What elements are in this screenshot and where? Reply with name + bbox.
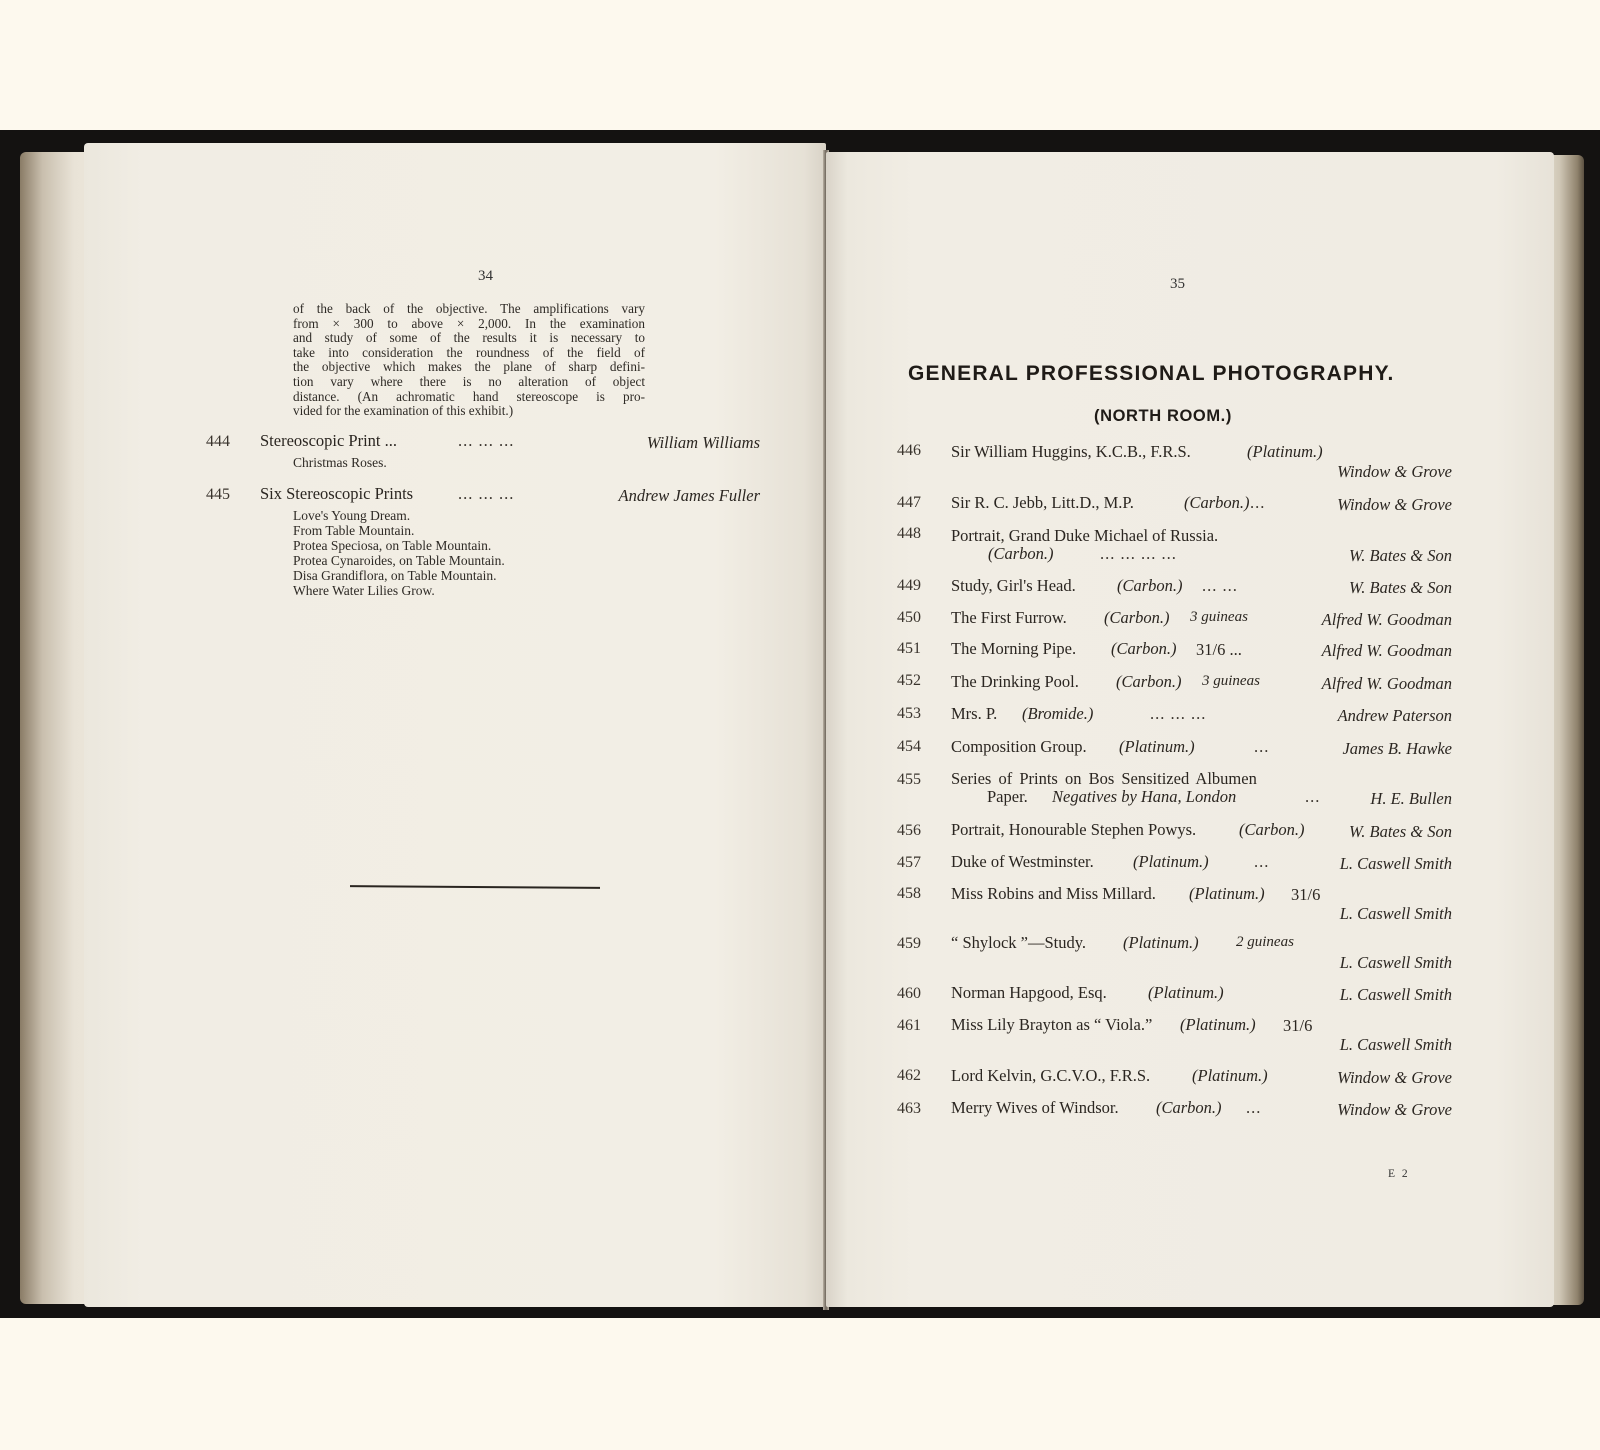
entry-process: (Carbon.) [1104, 608, 1170, 627]
entry-title: Study, Girl's Head. [951, 576, 1076, 595]
entry-author: H. E. Bullen [1370, 789, 1452, 808]
entry-process: (Platinum.) [1192, 1066, 1268, 1085]
entry-title: The First Furrow. [951, 608, 1067, 627]
leader-dots: ... ... ... [458, 484, 515, 503]
entry-number: 444 [206, 433, 230, 450]
leader-dots: ... ... [1202, 576, 1238, 595]
entry-price: 3 guineas [1190, 609, 1248, 625]
entry-author: L. Caswell Smith [1339, 854, 1452, 873]
entry-process: (Carbon.) [1156, 1098, 1222, 1117]
entry-number: 451 [897, 640, 921, 657]
entry-author: Andrew James Fuller [618, 486, 760, 505]
entry-title: The Morning Pipe. [951, 639, 1077, 658]
entry-number: 455 [897, 771, 921, 788]
entry-number: 447 [897, 494, 921, 511]
entry-process: (Carbon.) [1116, 672, 1182, 691]
paragraph-line: the objective which makes the plane of sharp defini- [293, 359, 645, 375]
signature-mark: E 2 [1388, 1168, 1410, 1180]
paragraph-line: distance. (An achromatic hand stereoscope is pro- [293, 388, 645, 404]
paragraph-line: tion vary where there is no alteration of object [293, 373, 645, 389]
entry-author: W. Bates & Son [1349, 578, 1452, 597]
leader-dots: ... ... ... [458, 431, 515, 450]
entry-author: W. Bates & Son [1349, 546, 1452, 565]
entry-subtitle: From Table Mountain. [293, 523, 415, 538]
entry-author: James B. Hawke [1342, 739, 1452, 758]
leader-dots: ... [1305, 787, 1321, 806]
entry-negatives-note: Negatives by Hana, London [1052, 787, 1237, 806]
leader-dots: ... [1254, 852, 1270, 871]
entry-subtitle: Love's Young Dream. [293, 508, 411, 523]
entry-subtitle: Christmas Roses. [293, 455, 387, 470]
leader-dots: ... ... ... ... [1100, 544, 1177, 563]
entry-title: Series of Prints on Bos Sensitized Albumen [951, 769, 1257, 788]
entry-number: 454 [897, 738, 921, 755]
entry-title: Miss Lily Brayton as “ Viola.” [951, 1015, 1153, 1034]
entry-subtitle: Disa Grandiflora, on Table Mountain. [293, 568, 497, 583]
entry-number: 462 [897, 1067, 921, 1084]
entry-title: Mrs. P. [951, 704, 998, 723]
entry-number: 459 [897, 935, 921, 952]
entry-title: Composition Group. [951, 737, 1087, 756]
entry-title: Merry Wives of Windsor. [951, 1098, 1119, 1117]
entry-process: (Carbon.) [988, 544, 1054, 563]
entry-price: 2 guineas [1236, 934, 1294, 950]
entry-title: Norman Hapgood, Esq. [951, 983, 1107, 1002]
entry-number: 453 [897, 705, 921, 722]
leader-dots: ... [1250, 493, 1266, 512]
entry-subtitle: Protea Cynaroides, on Table Mountain. [293, 553, 505, 568]
entry-author: Alfred W. Goodman [1321, 641, 1452, 660]
entry-author: L. Caswell Smith [1339, 953, 1452, 972]
entry-number: 458 [897, 885, 921, 902]
entry-number: 457 [897, 854, 921, 871]
entry-title: Portrait, Grand Duke Michael of Russia. [951, 526, 1219, 545]
entry-author: Andrew Paterson [1337, 706, 1452, 725]
entry-author: W. Bates & Son [1349, 822, 1452, 841]
entry-number: 460 [897, 985, 921, 1002]
entry-title: Miss Robins and Miss Millard. [951, 884, 1156, 903]
entry-process: (Platinum.) [1189, 884, 1265, 903]
entry-author: L. Caswell Smith [1339, 985, 1452, 1004]
entry-author: William Williams [646, 433, 760, 452]
entry-title: “ Shylock ”—Study. [951, 933, 1087, 952]
entry-author: L. Caswell Smith [1339, 1035, 1452, 1054]
paragraph-line: take into consideration the roundness of the field of [293, 344, 645, 360]
right-page [826, 152, 1554, 1307]
paragraph-line: vided for the examination of this exhibit.) [293, 403, 514, 419]
entry-title: Duke of Westminster. [951, 852, 1094, 871]
entry-author: Window & Grove [1337, 462, 1452, 481]
entry-process: (Carbon.) [1184, 493, 1250, 512]
section-heading: GENERAL PROFESSIONAL PHOTOGRAPHY. [908, 362, 1395, 385]
entry-title: The Drinking Pool. [951, 672, 1079, 691]
entry-number: 449 [897, 577, 921, 594]
entry-title: Stereoscopic Print ... [260, 431, 398, 450]
entry-process: (Bromide.) [1022, 704, 1094, 723]
entry-number: 448 [897, 525, 921, 542]
entry-title: Sir R. C. Jebb, Litt.D., M.P. [951, 493, 1134, 512]
entry-price: 31/6 ... [1196, 640, 1242, 659]
entry-process: (Carbon.) [1117, 576, 1183, 595]
entry-number: 450 [897, 609, 921, 626]
leader-dots: ... ... ... [1150, 704, 1207, 723]
entry-price: 31/6 [1291, 885, 1321, 904]
entry-process: Paper. [987, 787, 1028, 806]
continued-paragraph [293, 302, 645, 419]
entry-process: (Platinum.) [1247, 442, 1323, 461]
entry-number: 452 [897, 672, 921, 689]
entry-subtitle: Where Water Lilies Grow. [293, 583, 435, 598]
leader-dots: ... [1246, 1098, 1262, 1117]
entry-process: (Platinum.) [1133, 852, 1209, 871]
entry-title: Lord Kelvin, G.C.V.O., F.R.S. [951, 1066, 1151, 1085]
entry-price: 3 guineas [1202, 673, 1260, 689]
entry-process: (Platinum.) [1148, 983, 1224, 1002]
entry-number: 445 [206, 486, 230, 503]
section-subheading: (NORTH ROOM.) [1094, 407, 1232, 425]
entry-number: 456 [897, 822, 921, 839]
entry-title: Sir William Huggins, K.C.B., F.R.S. [951, 442, 1191, 461]
paragraph-line: of the back of the objective. The amplifications vary [293, 301, 645, 316]
entry-process: (Carbon.) [1111, 639, 1177, 658]
right-page-number: 35 [1170, 276, 1185, 292]
entry-price: 31/6 [1283, 1016, 1313, 1035]
leader-dots: ... [1254, 737, 1270, 756]
entry-process: (Platinum.) [1119, 737, 1195, 756]
entry-author: Window & Grove [1337, 495, 1452, 514]
left-page-number: 34 [478, 268, 493, 284]
entry-author: Alfred W. Goodman [1321, 674, 1452, 693]
paragraph-line: and study of some of the results it is necessary to [293, 330, 645, 346]
entry-title: Six Stereoscopic Prints [260, 484, 414, 503]
entry-author: Window & Grove [1337, 1100, 1452, 1119]
entry-subtitle: Protea Speciosa, on Table Mountain. [293, 538, 492, 553]
entry-author: L. Caswell Smith [1339, 904, 1452, 923]
paragraph-line: from × 300 to above × 2,000. In the examination [293, 315, 645, 331]
entry-author: Window & Grove [1337, 1068, 1452, 1087]
entry-title: Portrait, Honourable Stephen Powys. [951, 820, 1197, 839]
entry-process: (Platinum.) [1180, 1015, 1256, 1034]
entry-author: Alfred W. Goodman [1321, 610, 1452, 629]
entry-number: 446 [897, 442, 921, 459]
entry-process: (Carbon.) [1239, 820, 1305, 839]
entry-number: 461 [897, 1017, 921, 1034]
entry-number: 463 [897, 1100, 921, 1117]
entry-process: (Platinum.) [1123, 933, 1199, 952]
